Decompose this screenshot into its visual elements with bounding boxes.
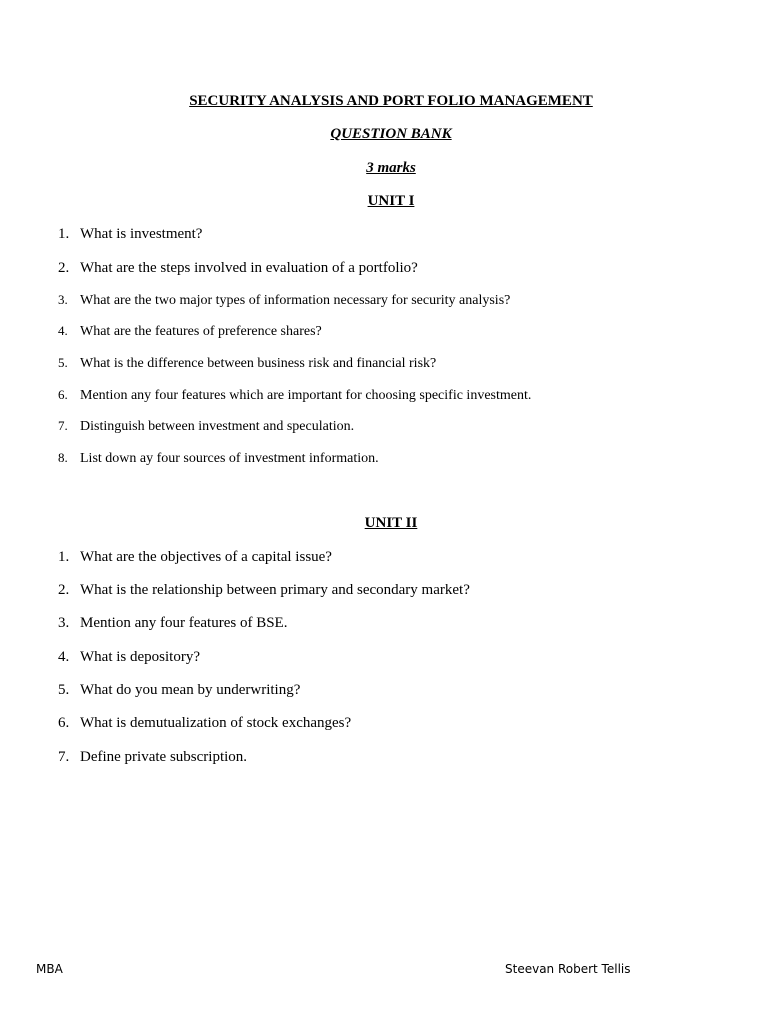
list-item [58, 714, 351, 732]
question-text: Mention any four features which are important for choosing specific investment. [80, 388, 532, 403]
list-item [58, 417, 354, 436]
question-number: 4. [58, 649, 70, 665]
question-number: 8. [58, 450, 68, 465]
question-text: Mention any four features of BSE. [80, 615, 288, 631]
list-item [58, 225, 202, 243]
question-text: What are the objectives of a capital issue? [80, 549, 332, 565]
question-text: What is the difference between business risk and financial risk? [80, 356, 437, 371]
question-text: Define private subscription. [80, 749, 248, 765]
question-text: What is investment? [80, 226, 203, 242]
list-item [58, 322, 322, 341]
list-item [58, 259, 418, 277]
question-number: 4. [58, 323, 68, 338]
question-text: What do you mean by underwriting? [80, 682, 301, 698]
list-item [58, 614, 287, 632]
question-number: 2. [58, 582, 70, 598]
list-item [58, 748, 247, 766]
list-item [58, 354, 436, 373]
question-number: 5. [58, 682, 70, 698]
unit-heading: UNIT II [364, 515, 418, 531]
list-item [58, 449, 379, 468]
list-item [58, 648, 200, 666]
question-text: Distinguish between investment and speculation. [80, 419, 355, 434]
question-number: 5. [58, 355, 68, 370]
document-title: SECURITY ANALYSIS AND PORT FOLIO MANAGEMENT [189, 93, 593, 109]
question-number: 1. [58, 226, 70, 242]
footer-left: MBA [36, 962, 63, 976]
question-number: 2. [58, 260, 70, 276]
question-text: What are the two major types of information necessary for security analysis? [80, 293, 511, 308]
question-number: 3. [58, 615, 70, 631]
question-text: What are the features of preference shares? [80, 324, 322, 339]
question-text: What is demutualization of stock exchanges? [80, 715, 352, 731]
question-number: 6. [58, 715, 70, 731]
document-subtitle: QUESTION BANK [330, 126, 452, 142]
marks-label: 3 marks [366, 160, 416, 176]
list-item [58, 386, 531, 405]
question-text: What is the relationship between primary and secondary market? [80, 582, 470, 598]
unit-heading: UNIT I [367, 193, 415, 209]
question-number: 7. [58, 418, 68, 433]
question-text: List down ay four sources of investment information. [80, 451, 379, 466]
list-item [58, 681, 300, 699]
question-number: 3. [58, 292, 68, 307]
list-item [58, 581, 470, 599]
question-text: What is depository? [80, 649, 200, 665]
list-item [58, 548, 332, 566]
question-text: What are the steps involved in evaluation of a portfolio? [80, 260, 418, 276]
question-number: 1. [58, 549, 70, 565]
question-number: 6. [58, 387, 68, 402]
footer-right: Steevan Robert Tellis [505, 962, 631, 976]
list-item [58, 291, 510, 310]
question-number: 7. [58, 749, 70, 765]
